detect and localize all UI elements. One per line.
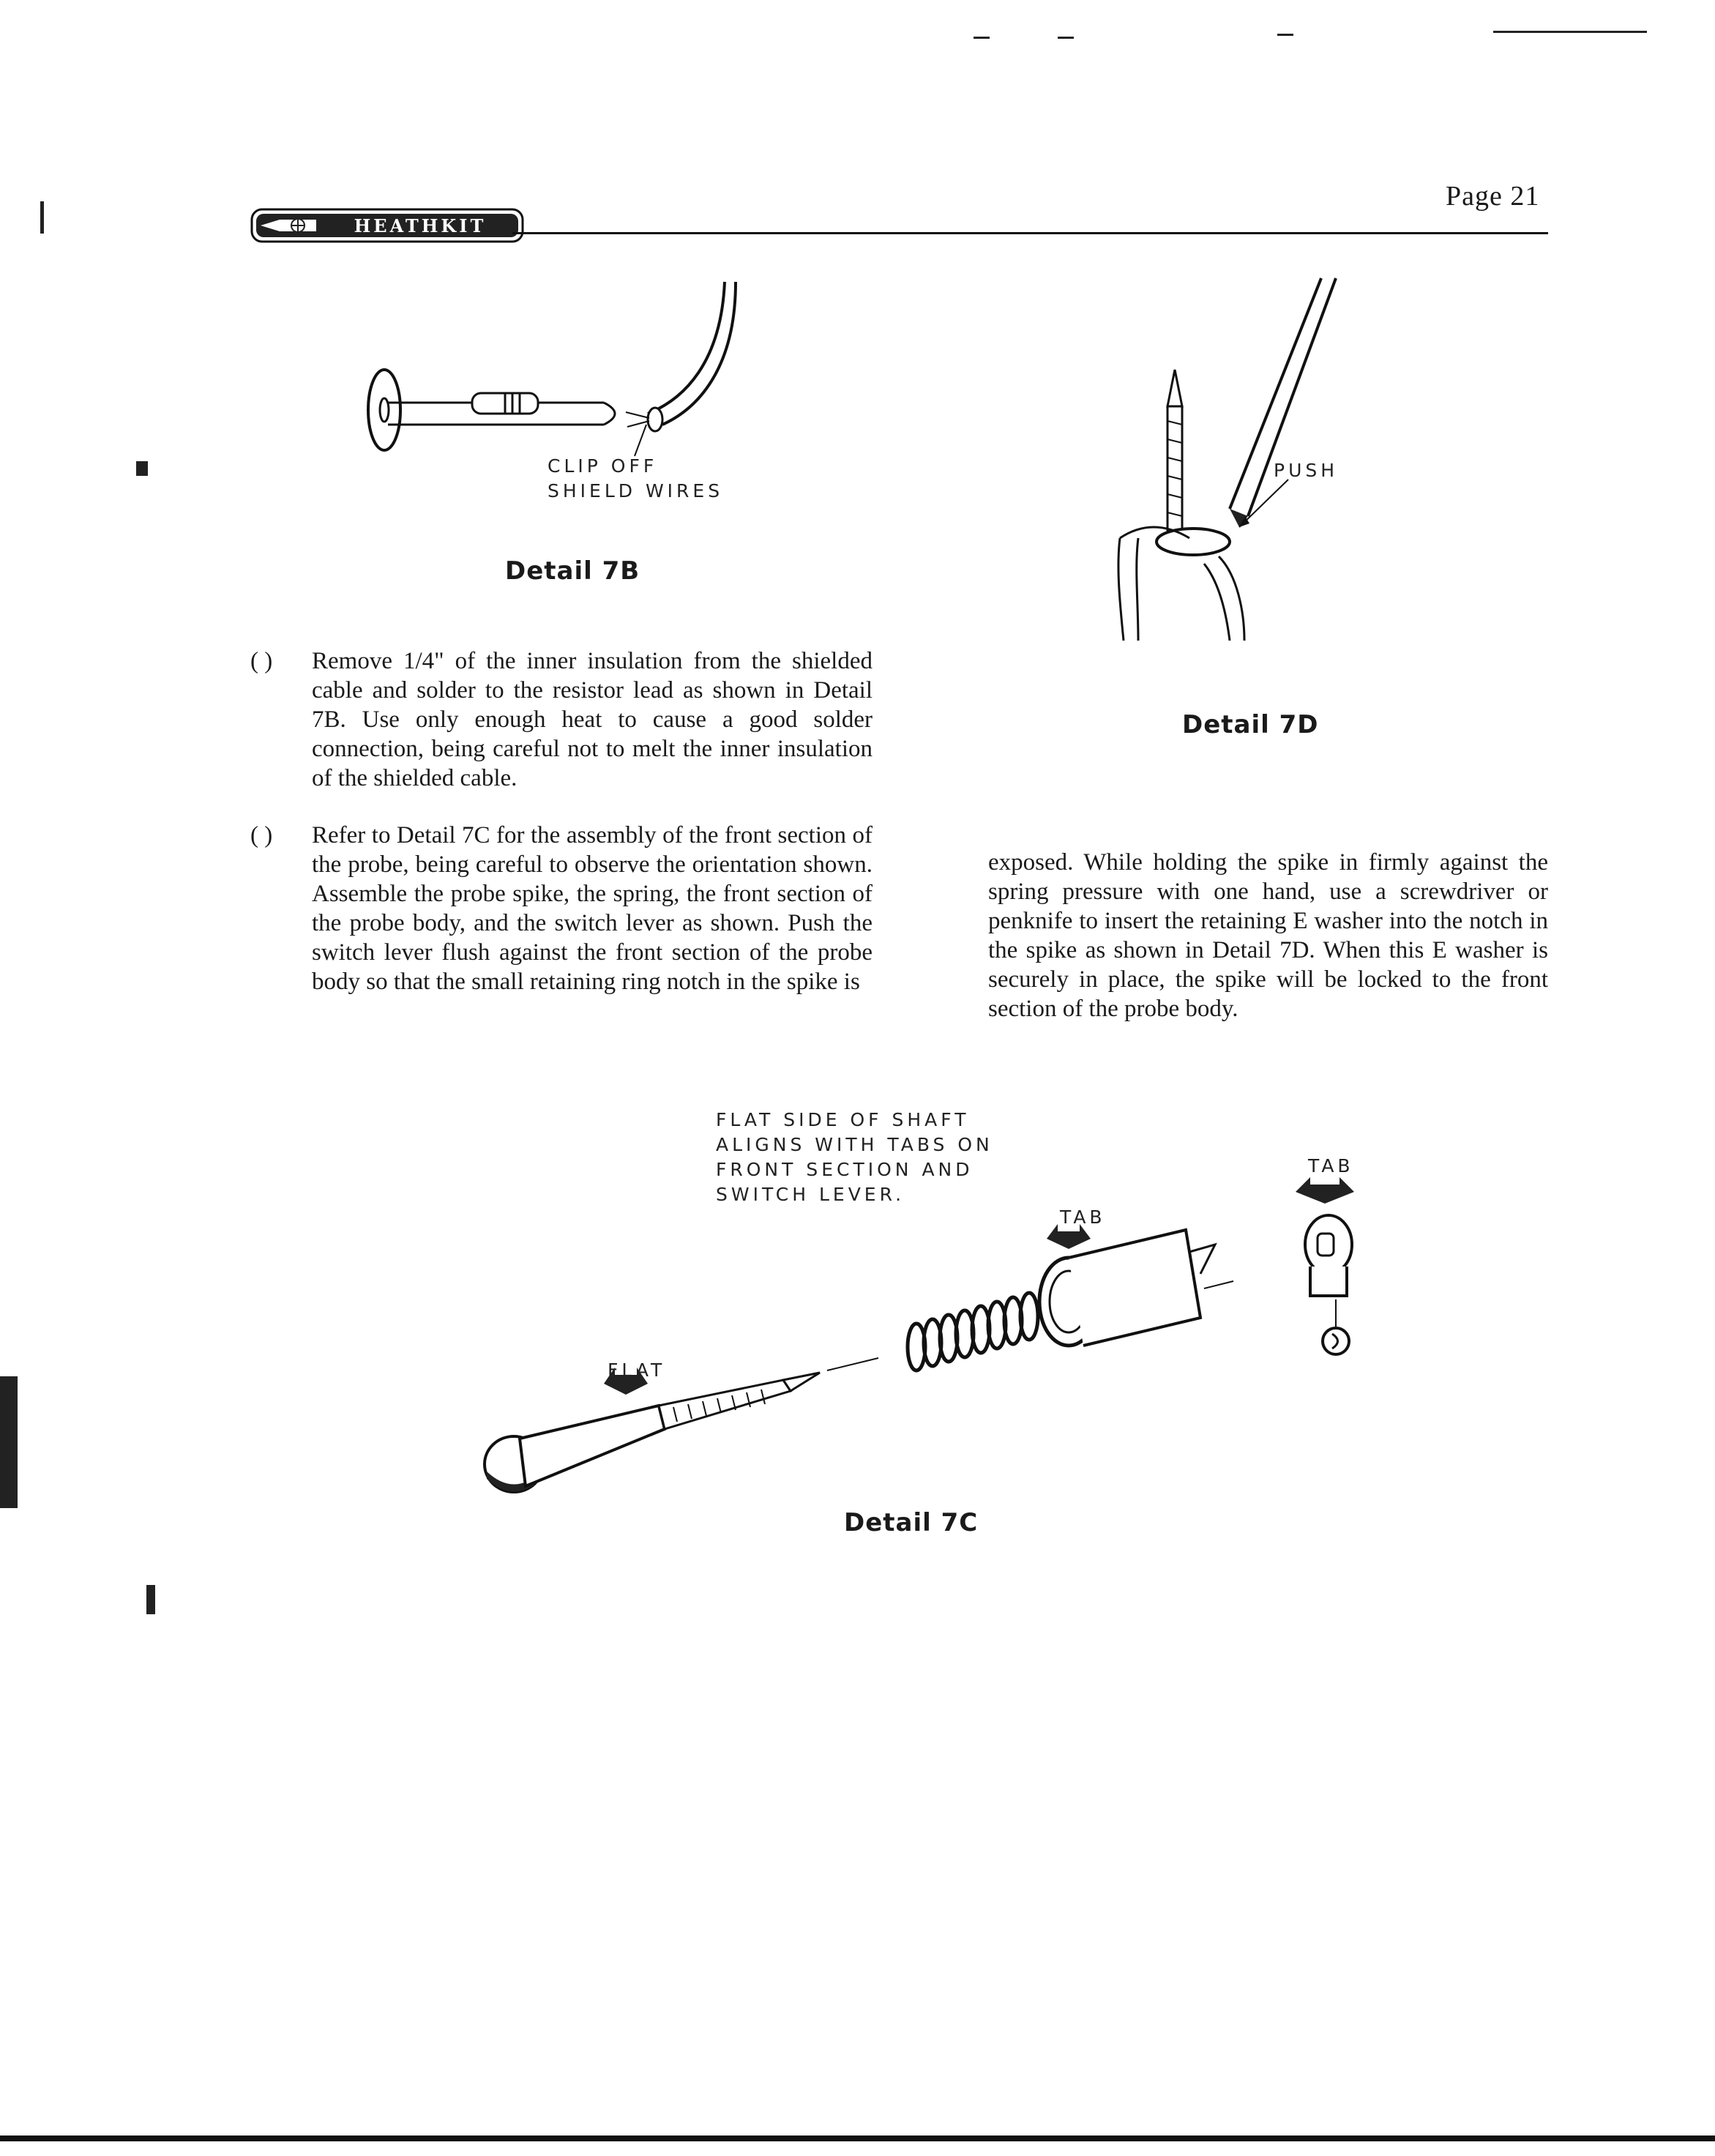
step-checkbox[interactable]: ( ) xyxy=(250,822,273,848)
note-line-4: SWITCH LEVER. xyxy=(716,1184,905,1205)
heathkit-logo xyxy=(250,208,524,243)
scan-mark xyxy=(1277,34,1293,36)
step-remove-insulation xyxy=(250,646,873,793)
tab-label-lever: TAB xyxy=(1308,1155,1354,1176)
scan-mark xyxy=(974,37,990,39)
note-line-2: ALIGNS WITH TABS ON xyxy=(716,1134,993,1155)
detail-7b-caption: Detail 7B xyxy=(505,556,640,586)
detail-7d-caption: Detail 7D xyxy=(1182,710,1319,739)
flat-label: FLAT xyxy=(608,1359,666,1381)
detail-7c-illustration xyxy=(468,1171,1369,1501)
continuation-paragraph: exposed. While holding the spike in firmly against the spring pressure with one hand, use a screwdriver or penknife to insert the retaining E washer into the notch in the spike as shown in Detail 7D. When this E washer is securely in place, the spike will be locked to the front section of the probe body. xyxy=(988,849,1548,1022)
note-line-3: FRONT SECTION AND xyxy=(716,1159,974,1180)
callout-push: PUSH xyxy=(1274,460,1339,481)
callout-clip-off-line2: SHIELD WIRES xyxy=(548,480,724,501)
header-rule xyxy=(512,232,1548,234)
detail-7b-illustration xyxy=(362,275,750,465)
step-assemble-probe xyxy=(250,821,873,996)
detail-7c-caption: Detail 7C xyxy=(844,1508,979,1537)
scan-mark xyxy=(146,1585,155,1614)
scan-mark xyxy=(40,201,44,234)
scan-mark xyxy=(136,461,148,476)
step-list xyxy=(250,646,873,996)
page-number: Page 21 xyxy=(1446,181,1540,212)
callout-clip-off-line1: CLIP OFF xyxy=(548,455,658,477)
note-line-1: FLAT SIDE OF SHAFT xyxy=(716,1109,970,1130)
tab-label-front-section: TAB xyxy=(1060,1206,1106,1228)
step-text: Remove 1/4" of the inner insulation from the shielded cable and solder to the resistor lead as shown in Detail 7B. Use only enough heat to cause a good solder connection, being careful not to melt the inner insulation of the shielded cable. xyxy=(312,648,873,791)
scan-mark xyxy=(0,1376,18,1508)
svg-text:HEATHKIT: HEATHKIT xyxy=(354,215,487,236)
scan-mark xyxy=(1058,37,1074,39)
step-checkbox[interactable]: ( ) xyxy=(250,648,273,674)
scan-mark xyxy=(1493,31,1647,33)
step-text: Refer to Detail 7C for the assembly of the front section of the probe, being careful to observe the orientation shown. Assemble the probe spike, the spring, the front section of the probe body, and the switch lever as shown. Push the switch lever flush against the front section of the probe body so that the small retaining ring notch in the spike is xyxy=(312,822,873,995)
bottom-rule xyxy=(0,2136,1715,2141)
